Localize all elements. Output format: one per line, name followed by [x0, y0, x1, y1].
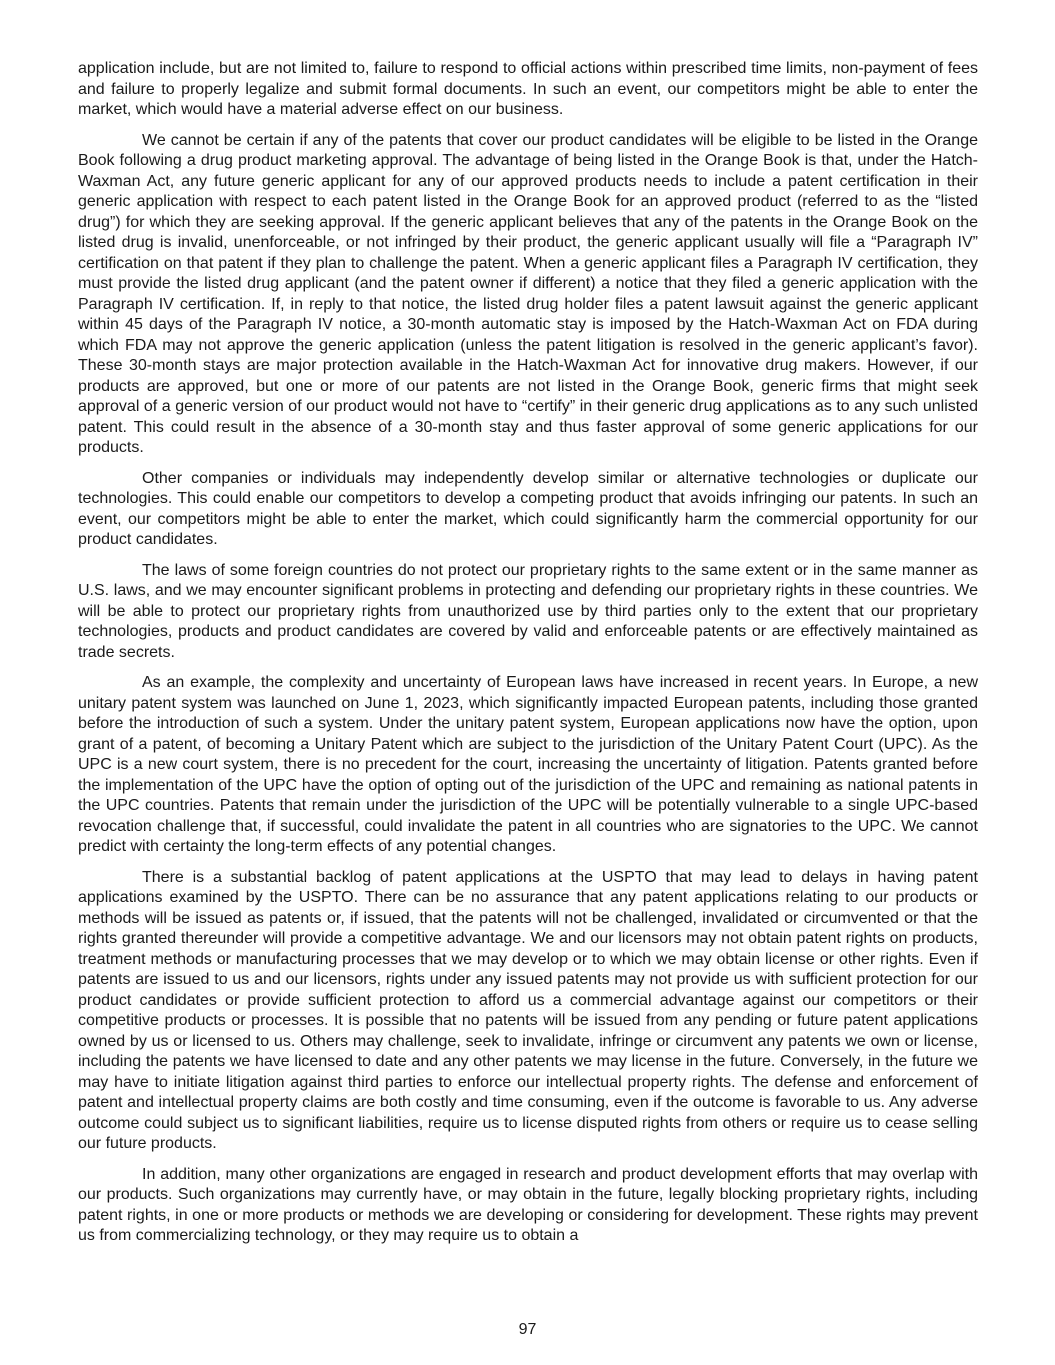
paragraph-uspto-backlog: There is a substantial backlog of patent applications at the USPTO that may lead to delays in having patent applications examined by the USPTO. There can be no assurance that any patent applications relating to our products or methods will be issued as patents or, if issued, that the patents will not be challenged, invalidated or circumvented or that the rights granted thereunder will provide a competitive advantage. We and our licensors may not obtain patent rights on products, treatment methods or manufacturing processes that we may develop or to which we may obtain license or other rights. Even if patents are issued to us and our licensors, rights under any issued patents may not provide us with sufficient protection for our product candidates or provide sufficient protection to afford us a commercial advantage against our competitors or their competitive products or processes. It is possible that no patents will be issued from any pending or future patent applications owned by us or licensed to us. Others may challenge, seek to invalidate, infringe or circumvent any patents we own or license, including the patents we have licensed to date and any other patents we may license in the future. Conversely, in the future we may have to initiate litigation against third parties to enforce our intellectual property rights. The defense and enforcement of patent and intellectual property claims are both costly and time consuming, even if the outcome is favorable to us. Any adverse outcome could subject us to significant liabilities, require us to license disputed rights from others or require us to cease selling our future products. — [78, 868, 978, 1152]
paragraph-orange-book: We cannot be certain if any of the patents that cover our product candidates will be eligible to be listed in the Orange Book following a drug product marketing approval. The advantage of being listed in the Orange Book is that, under the Hatch-Waxman Act, any future generic applicant for any of our approved products needs to include a patent certification in their generic application with respect to each patent listed in the Orange Book for an approved product (referred to as the “listed drug”) for which they are seeking approval. If the generic applicant believes that any of the patents in the Orange Book on the listed drug is invalid, unenforceable, or not infringed by their product, the generic applicant usually will file a “Paragraph IV” certification on that patent if they plan to challenge the patent. When a generic applicant files a Paragraph IV certification, they must provide the listed drug applicant (and the patent owner if different) a notice that they filed a generic application with the Paragraph IV certification. If, in reply to that notice, the listed drug holder files a patent lawsuit against the generic applicant within 45 days of the Paragraph IV notice, a 30-month automatic stay is imposed by the Hatch-Waxman Act on FDA during which FDA may not approve the generic application (unless the patent litigation is resolved in the generic applicant’s favor). These 30-month stays are major protection available in the Hatch-Waxman Act for innovative drug makers. However, if our products are approved, but one or more of our patents are not listed in the Orange Book, generic firms that might seek approval of a generic version of our product would not have to “certify” in their generic drug applications as to any such unlisted patent. This could result in the absence of a 30-month stay and thus faster approval of some generic applications for our products. — [78, 131, 978, 456]
paragraph-other-organizations: In addition, many other organizations are engaged in research and product development efforts that may overlap with our products. Such organizations may currently have, or may obtain in the future, legally blocking proprietary rights, including patent rights, in one or more products or methods we are developing or considering for development. These rights may prevent us from commercializing technology, or they may require us to obtain a — [78, 1165, 978, 1244]
page-number: 97 — [518, 1321, 537, 1338]
document-body — [78, 59, 978, 1257]
paragraph-continued: application include, but are not limited to, failure to respond to official actions within prescribed time limits, non-payment of fees and failure to properly legalize and submit formal documents. In such an event, our competitors might be able to enter the market, which would have a material adverse effect on our business. — [78, 60, 978, 118]
paragraph-competing-technologies: Other companies or individuals may independently develop similar or alternative technologies or duplicate our technologies. This could enable our competitors to develop a competing product that avoids infringing our patents. In such an event, our competitors might be able to enter the market, which could significantly harm the commercial opportunity for our product candidates. — [78, 469, 978, 548]
paragraph-foreign-laws: The laws of some foreign countries do not protect our proprietary rights to the same extent or in the same manner as U.S. laws, and we may encounter significant problems in protecting and defending our proprietary rights in these countries. We will be able to protect our proprietary rights from unauthorized use by third parties only to the extent that our proprietary technologies, products and product candidates are covered by valid and enforceable patents or are effectively maintained as trade secrets. — [78, 561, 978, 661]
paragraph-european-patents: As an example, the complexity and uncertainty of European laws have increased in recent years. In Europe, a new unitary patent system was launched on June 1, 2023, which significantly impacted European patents, including those granted before the introduction of such a system. Under the unitary patent system, European applications now have the option, upon grant of a patent, of becoming a Unitary Patent which are subject to the jurisdiction of the Unitary Patent Court (UPC). As the UPC is a new court system, there is no precedent for the court, increasing the uncertainty of litigation. Patents granted before the implementation of the UPC have the option of opting out of the jurisdiction of the UPC and remaining as national patents in the UPC countries. Patents that remain under the jurisdiction of the UPC will be potentially vulnerable to a single UPC-based revocation challenge that, if successful, could invalidate the patent in all countries who are signatories to the UPC. We cannot predict with certainty the long-term effects of any potential changes. — [78, 674, 978, 855]
